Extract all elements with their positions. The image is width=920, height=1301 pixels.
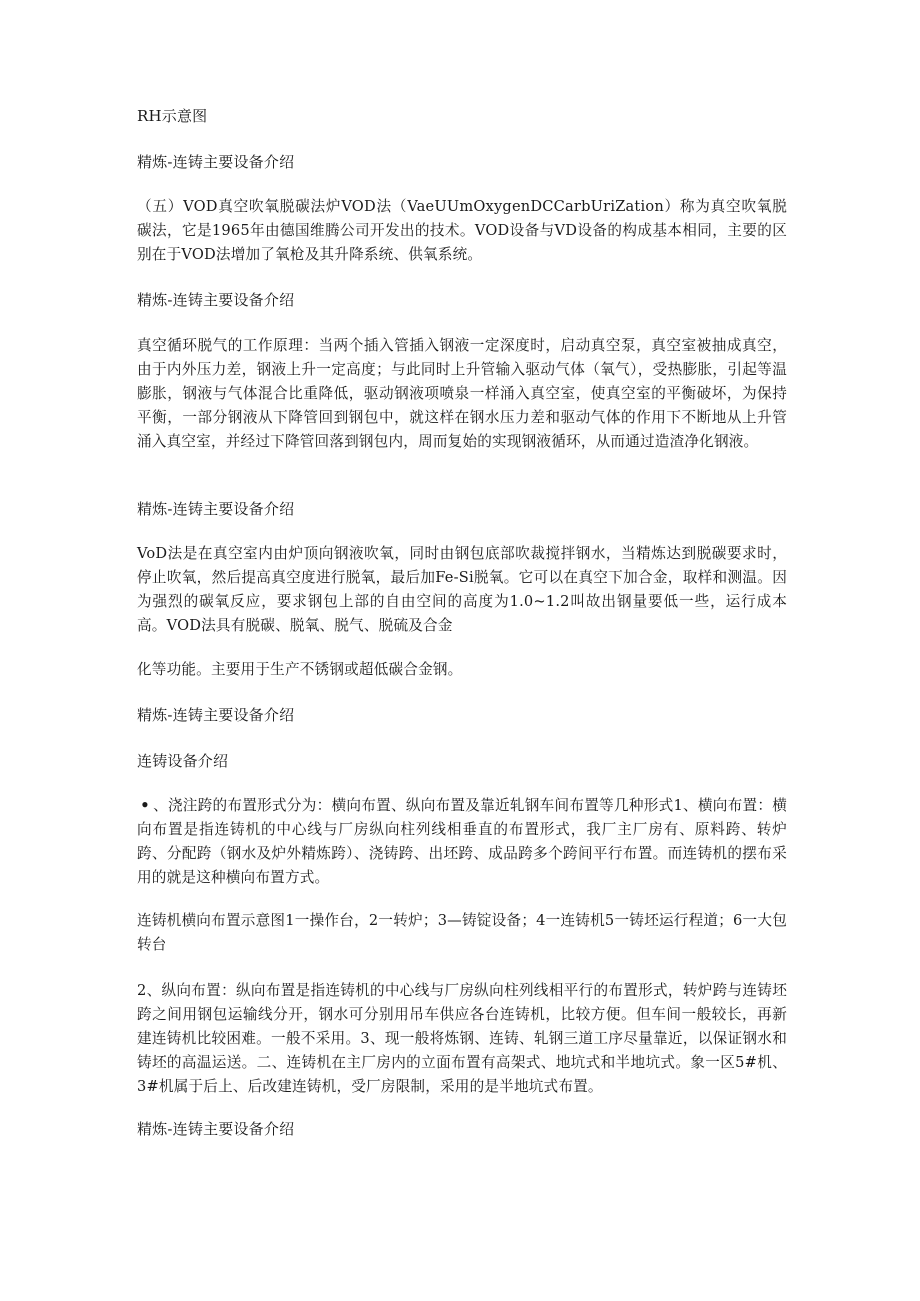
paragraph-layout-diagram-caption: 连铸机横向布置示意图1一操作台，2一转炉；3—铸锭设备；4一连铸机5一铸坯运行程道；6一大包转台: [137, 912, 787, 953]
section-heading: 精炼-连铸主要设备介绍: [137, 500, 295, 518]
section-heading: 精炼-连铸主要设备介绍: [137, 153, 295, 171]
paragraph-vod-intro: （五）VOD真空吹氧脱碳法炉VOD法（VaeUUmOxygenDCCarbUriZation）称为真空吹氧脱碳法，它是1965年由德国维腾公司开发出的技术。VOD设备与VD设备的构成基本相同，主要的区别在于VOD法增加了氧枪及其升降系统、供氧系统。: [137, 198, 787, 263]
bullet-icon: •: [140, 797, 150, 814]
bullet-text: 、浇注跨的布置形式分为：横向布置、纵向布置及靠近轧钢车间布置等几种形式1、横向布置：横向布置是指连铸机的中心线与厂房纵向柱列线相垂直的布置形式，我厂主厂房有、原料跨、转炉跨、分配跨（钢水及炉外精炼跨）、浇铸跨、出坯跨、成品跨多个跨间平行布置。而连铸机的摆布采用的就是这种横向布置方式。: [137, 797, 787, 886]
paragraph-vod-method: VoD法是在真空室内由炉顶向钢液吹氧，同时由钢包底部吹裁搅拌钢水，当精炼达到脱碳要求时，停止吹氧，然后提高真空度进行脱氧，最后加Fe-Si脱氧。它可以在真空下加合金，取样和测温。因为强烈的碳氧反应，要求钢包上部的自由空间的高度为1.0~1.2叫故出钢量要低一些，运行成本高。VOD法具有脱碳、脱氧、脱气、脱硫及合金: [137, 545, 787, 634]
bullet-item: [137, 794, 787, 890]
paragraph-longitudinal-layout: 2、纵向布置：纵向布置是指连铸机的中心线与厂房纵向柱列线相平行的布置形式，转炉跨与连铸坯跨之间用钢包运输线分开，钢水可分别用吊车供应各台连铸机，比较方便。但车间一般较长，再新建连铸机比较困难。一般不采用。3、现一般将炼钢、连铸、轧钢三道工序尽量靠近，以保证钢水和铸坯的高温运送。二、连铸机在主厂房内的立面布置有高架式、地坑式和半地坑式。象一区5#机、3#机属于后上、后改建连铸机，受厂房限制，采用的是半地坑式布置。: [137, 982, 787, 1095]
paragraph-vacuum-circulation: 真空循环脱气的工作原理：当两个插入管插入钢液一定深度时，启动真空泵，真空室被抽成真空，由于内外压力差，钢液上升一定高度；与此同时上升管输入驱动气体（氧气），受热膨胀，引起等温膨胀，钢液与气体混合比重降低，驱动钢液项喷泉一样涌入真空室，使真空室的平衡破坏，为保持平衡，一部分钢液从下降管回到钢包中，就这样在钢水压力差和驱动气体的作用下不断地从上升管涌入真空室，并经过下降管回落到钢包内，周而复始的实现钢液循环，从而通过造渣净化钢液。: [137, 337, 787, 450]
section-heading: 精炼-连铸主要设备介绍: [137, 1120, 295, 1138]
caption-rh-diagram: RH示意图: [137, 107, 208, 125]
paragraph-vod-functions: 化等功能。主要用于生产不锈钢或超低碳合金钢。: [137, 661, 463, 678]
section-heading: 精炼-连铸主要设备介绍: [137, 706, 295, 724]
section-heading-casting-equipment: 连铸设备介绍: [137, 752, 229, 770]
section-heading: 精炼-连铸主要设备介绍: [137, 291, 295, 309]
